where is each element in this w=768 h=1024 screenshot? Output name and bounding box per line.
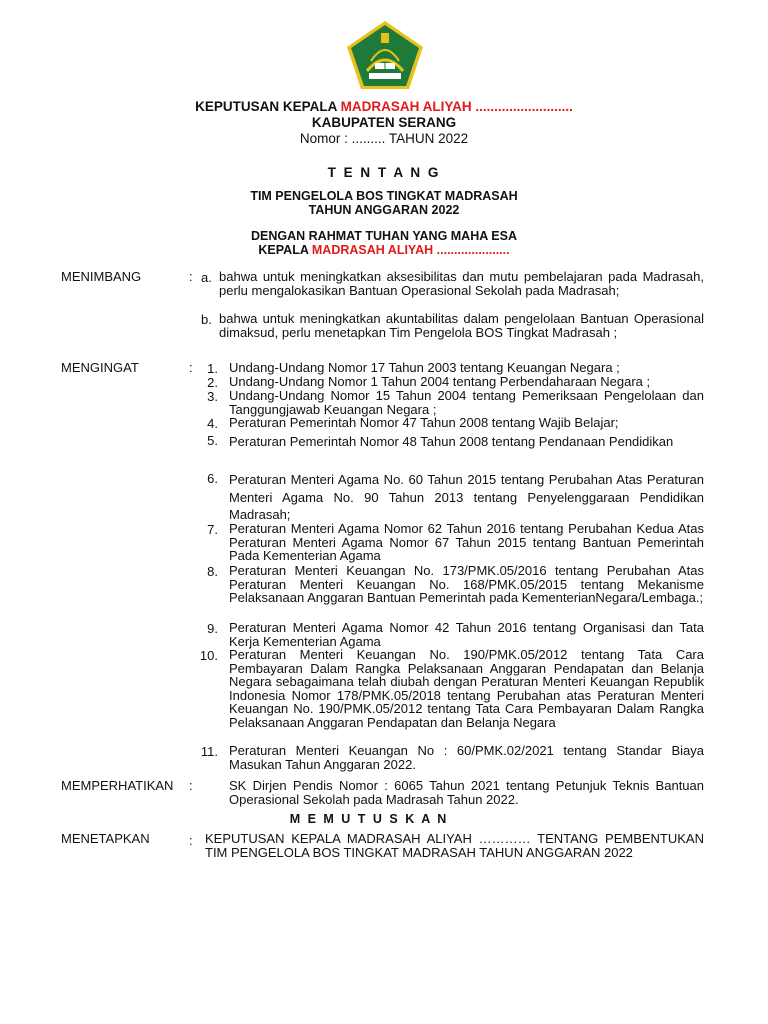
mengingat-item-2: Undang-Undang Nomor 1 Tahun 2004 tentang Perbendaharaan Negara ; (229, 374, 651, 389)
nomor-line: Nomor : ......... TAHUN 2022 (299, 131, 469, 146)
memperhatikan-label: MEMPERHATIKAN (61, 778, 174, 793)
subject-line-2: TAHUN ANGGARAN 2022 (308, 203, 460, 217)
mengingat-marker-6: 6. (207, 471, 218, 486)
menimbang-item-a: bahwa untuk meningkatkan aksesibilitas dan mutu pembelajaran pada Madrasah, perlu mengalokasikan Bantuan Operasional Sekolah pada Madrasah; (219, 269, 704, 298)
menimbang-item-b: bahwa untuk meningkatkan akuntabilitas dalam pengelolaan Bantuan Operasional dimaksud, perlu menetapkan Tim Pengelola BOS Tingkat Madrasah ; (219, 311, 704, 340)
title-prefix: KEPUTUSAN KEPALA (195, 99, 341, 114)
kepala-red: MADRASAH ALIYAH ..................... (311, 243, 510, 257)
menetapkan-label: MENETAPKAN (61, 831, 150, 846)
title-red: MADRASAH ALIYAH .......................... (340, 99, 573, 114)
mengingat-marker-10: 10. (199, 648, 218, 663)
mengingat-marker-7: 7. (207, 522, 218, 537)
memperhatikan-colon: : (189, 778, 193, 793)
mengingat-item-3: Undang-Undang Nomor 15 Tahun 2004 tentang Pemeriksaan Pengelolaan dan Tanggungjawab Keuangan Negara ; (229, 388, 704, 417)
kepala-line (0, 243, 768, 257)
menetapkan-colon: : (189, 833, 193, 848)
mengingat-item-10: Peraturan Menteri Keuangan No. 190/PMK.05/2012 tentang Tata Cara Pembayaran Dalam Rangka Pelaksanaan Anggaran Pendapatan dan Belanja Negara sebagaimana telah diubah dengan Peraturan Menteri Keuangan Republik Indonesia Nomor 178/PMK.05/2018 tentang Perubahan atas Peraturan Menteri Keuangan No. 190/PMK.05/2012 tentang Tata Cara Pembayaran Dalam Rangka Pelaksanaan Anggaran Pendapatan dan Belanja Negara (229, 647, 704, 730)
mengingat-marker-2: 2. (207, 375, 218, 390)
kepala-prefix: KEPALA (258, 243, 312, 257)
memutuskan-heading: M E M U T U S K A N (289, 812, 449, 826)
mengingat-item-4: Peraturan Pemerintah Nomor 47 Tahun 2008 tentang Wajib Belajar; (229, 415, 619, 430)
mengingat-colon: : (189, 360, 193, 375)
mengingat-item-8: Peraturan Menteri Keuangan No. 173/PMK.05/2016 tentang Perubahan Atas Peraturan Menteri Keuangan No. 168/PMK.05/2015 tentang Mekanisme Pelaksanaan Anggaran Bantuan Pemerintah pada KementerianNegara/Lembaga.; (229, 563, 704, 606)
menimbang-marker-b: b. (201, 312, 212, 327)
mengingat-marker-4: 4. (207, 416, 218, 431)
subject-line-1: TIM PENGELOLA BOS TINGKAT MADRASAH (250, 189, 518, 203)
mengingat-label: MENGINGAT (61, 360, 139, 375)
mengingat-marker-5: 5. (207, 433, 218, 448)
menimbang-label: MENIMBANG (61, 269, 142, 284)
kemenag-logo (345, 19, 425, 91)
region-title: KABUPATEN SERANG (311, 115, 457, 130)
menimbang-colon: : (189, 269, 193, 284)
mengingat-item-9: Peraturan Menteri Agama Nomor 42 Tahun 2016 tentang Organisasi dan Tata Kerja Kementerian Agama (229, 620, 704, 649)
memperhatikan-text: SK Dirjen Pendis Nomor : 6065 Tahun 2021 tentang Petunjuk Teknis Bantuan Operasional Sekolah pada Madrasah Tahun 2022. (229, 778, 704, 807)
menetapkan-text: KEPUTUSAN KEPALA MADRASAH ALIYAH ………… TENTANG PEMBENTUKAN TIM PENGELOLA BOS TINGKAT MADRASAH TAHUN ANGGARAN 2022 (205, 831, 704, 860)
menimbang-marker-a: a. (201, 270, 212, 285)
mengingat-item-7: Peraturan Menteri Agama Nomor 62 Tahun 2016 tentang Perubahan Kedua Atas Peraturan Menteri Agama Nomor 67 Tahun 2015 tentang Bantuan Pemerintah Pada Kementerian Agama (229, 521, 704, 564)
mengingat-item-6: Peraturan Menteri Agama No. 60 Tahun 2015 tentang Perubahan Atas Peraturan Menteri Agama No. 90 Tahun 2013 tentang Penyelenggaraan Pendidikan Madrasah; (229, 472, 704, 522)
rahmat-line: DENGAN RAHMAT TUHAN YANG MAHA ESA (251, 229, 517, 243)
mengingat-marker-1: 1. (207, 361, 218, 376)
mengingat-marker-3: 3. (207, 389, 218, 404)
mengingat-marker-9: 9. (207, 621, 218, 636)
decree-title (0, 99, 768, 114)
mengingat-marker-8: 8. (207, 564, 218, 579)
mengingat-item-11: Peraturan Menteri Keuangan No : 60/PMK.02/2021 tentang Standar Biaya Masukan Tahun Anggaran 2022. (229, 743, 704, 772)
mengingat-item-1: Undang-Undang Nomor 17 Tahun 2003 tentang Keuangan Negara ; (229, 360, 620, 375)
mengingat-marker-11: 11. (200, 744, 218, 759)
tentang-heading: T E N T A N G (327, 165, 441, 180)
mengingat-item-5: Peraturan Pemerintah Nomor 48 Tahun 2008 tentang Pendanaan Pendidikan (229, 434, 674, 449)
